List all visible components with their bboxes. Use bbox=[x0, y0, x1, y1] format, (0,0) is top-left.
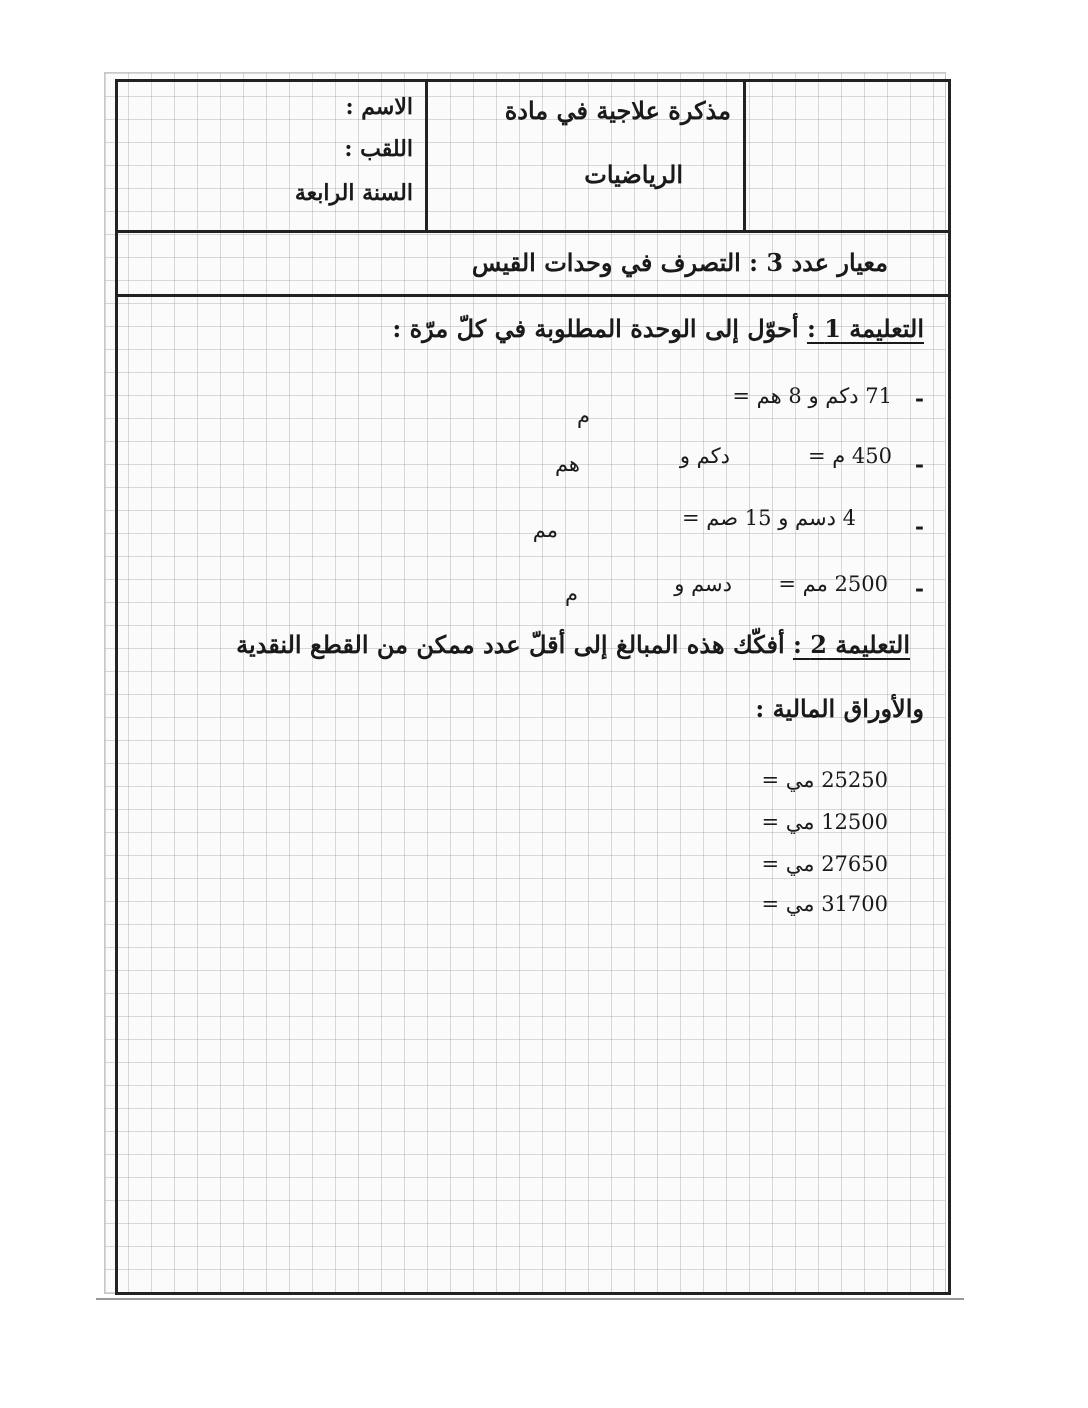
instruction-1-item-2-unit: هم bbox=[554, 452, 580, 476]
header-table bbox=[118, 82, 948, 233]
worksheet-page bbox=[104, 72, 946, 1294]
criterion-row bbox=[118, 230, 948, 297]
instruction-1-item-1-left: 71 دكم و 8 هم = bbox=[732, 384, 892, 408]
instruction-2-item-1: 25250 مي = bbox=[761, 768, 888, 792]
instruction-1-item-2-left: 450 م = bbox=[807, 444, 892, 468]
instruction-1-item-3-left: 4 دسم و 15 صم = bbox=[682, 506, 856, 530]
instruction-1-item-4-unit: م bbox=[564, 582, 578, 606]
criterion-title: معيار عدد 3 : التصرف في وحدات القيس bbox=[471, 248, 888, 277]
header-blank-cell bbox=[743, 82, 948, 230]
instruction-1-item-4-left: 2500 مم = bbox=[778, 572, 888, 596]
instruction-2-item-2: 12500 مي = bbox=[761, 810, 888, 834]
instruction-1-item-4-mid: دسم و bbox=[674, 572, 732, 596]
instruction-1-label: التعليمة 1 : bbox=[806, 314, 924, 343]
level-label: السنة الرابعة bbox=[294, 180, 413, 206]
page-bottom-rule bbox=[96, 1298, 964, 1300]
instruction-1-item-2-mid: دكم و bbox=[679, 444, 730, 468]
instruction-2-text-line-2: والأوراق المالية : bbox=[755, 694, 924, 723]
dash-marker: - bbox=[914, 576, 924, 602]
instruction-2-heading bbox=[236, 630, 910, 659]
surname-label: اللقب : bbox=[344, 136, 413, 162]
instruction-2-label: التعليمة 2 : bbox=[792, 630, 910, 659]
instruction-2-item-3: 27650 مي = bbox=[761, 852, 888, 876]
dash-marker: - bbox=[914, 514, 924, 540]
title-line-2: الرياضيات bbox=[584, 160, 683, 189]
header-title-cell bbox=[425, 82, 743, 230]
dash-marker: - bbox=[914, 386, 924, 412]
dash-marker: - bbox=[914, 452, 924, 478]
instruction-1-heading bbox=[392, 314, 924, 343]
instruction-2-text-line-1: أفكّك هذه المبالغ إلى أقلّ عدد ممكن من القطع النقدية bbox=[236, 630, 785, 659]
instruction-1-item-3-unit: مم bbox=[532, 518, 558, 542]
instruction-1-item-1-unit: م bbox=[576, 404, 590, 428]
worksheet-frame bbox=[115, 79, 951, 1295]
header-student-cell bbox=[118, 82, 431, 230]
name-label: الاسم : bbox=[345, 94, 413, 120]
title-line-1: مذكرة علاجية في مادة bbox=[504, 96, 731, 125]
instruction-1-text: أحوّل إلى الوحدة المطلوبة في كلّ مرّة : bbox=[392, 314, 799, 343]
instruction-2-item-4: 31700 مي = bbox=[761, 892, 888, 916]
